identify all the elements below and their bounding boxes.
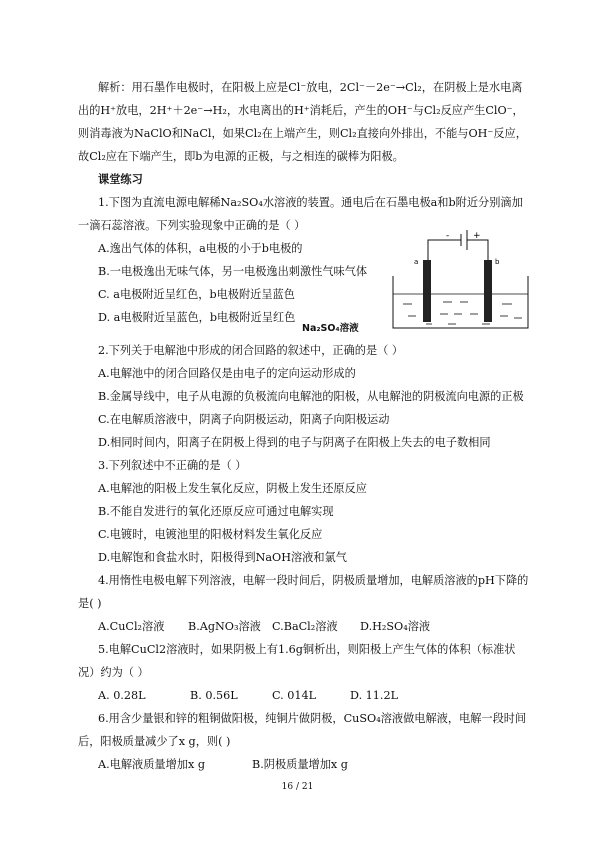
- q6-stem-line-1: 6.用含少量银和锌的粗铜做阳极，纯铜片做阴极，CuSO₄溶液做电解液，电解一段时间: [98, 712, 527, 725]
- battery-plus-sign: +: [473, 231, 481, 241]
- analysis-line-2: 出的H⁺放电，2H⁺＋2e⁻→H₂，水电离出的H⁺消耗后，产生的OH⁻与Cl₂反应产生ClO⁻，: [78, 104, 524, 117]
- q6-option-b: B.阴极质量增加x g: [252, 758, 348, 771]
- solution-dashes: [403, 302, 522, 324]
- electrode-b: [484, 260, 492, 322]
- q3-option-a: A.电解池的阳极上发生氧化反应，阴极上发生还原反应: [98, 482, 367, 495]
- q3-option-c: C.电镀时，电镀池里的阳极材料发生氧化反应: [98, 528, 323, 541]
- q5-stem-line-1: 5.电解CuCl2溶液时，如果阴极上有1.6g铜析出，则阳极上产生气体的体积（标准状: [98, 643, 516, 656]
- wire-right: [467, 240, 488, 260]
- analysis-line-4: 故Cl₂应在下端产生，即b为电源的正极，与之相连的碳棒为阳极。: [78, 150, 404, 163]
- q5-option-c: C. 014L: [272, 689, 317, 702]
- q4-option-c: C.BaCl₂溶液: [272, 620, 338, 633]
- q2-option-b: B.金属导线中，电子从电源的负极流向电解池的阳极，从电解池的阴极流向电源的正极: [98, 390, 524, 403]
- electrolysis-apparatus-diagram: [388, 224, 538, 339]
- q3-option-d: D.电解饱和食盐水时，阳极得到NaOH溶液和氯气: [98, 551, 347, 564]
- q4-stem-line-2: 是( ): [78, 597, 102, 610]
- q2-option-c: C.在电解质溶液中，阴离子向阴极运动，阳离子向阳极运动: [98, 413, 390, 426]
- diagram-caption: Na₂SO₄溶液: [302, 323, 359, 334]
- q1-option-a: A.逸出气体的体积，a电极的小于b电极的: [98, 242, 303, 255]
- q5-option-a: A. 0.28L: [98, 689, 146, 702]
- q6-option-a: A.电解液质量增加x g: [98, 758, 205, 771]
- q2-option-d: D.相同时间内，阳离子在阴极上得到的电子与阴离子在阳极上失去的电子数相同: [98, 436, 491, 449]
- wire-left: [428, 240, 461, 260]
- electrode-a-label: a: [414, 258, 419, 266]
- q2-option-a: A.电解池中的闭合回路仅是由电子的定向运动形成的: [98, 367, 356, 380]
- q5-option-b: B. 0.56L: [190, 689, 238, 702]
- electrode-b-label: b: [495, 258, 500, 266]
- q4-option-a: A.CuCl₂溶液: [98, 620, 165, 633]
- section-title: 课堂练习: [98, 173, 143, 186]
- page-number: 16 / 21: [281, 782, 314, 792]
- q4-option-b: B.AgNO₃溶液: [188, 620, 261, 633]
- q6-stem-line-2: 后，阳极质量减少了x g，则( ): [78, 735, 231, 748]
- q3-stem: 3.下列叙述中不正确的是（ ）: [98, 459, 247, 472]
- q1-stem-line-2: 一滴石蕊溶液。下列实验现象中正确的是（ ）: [78, 219, 306, 232]
- q5-stem-line-2: 况）约为（ ）: [78, 666, 149, 679]
- electrode-a: [423, 260, 431, 322]
- q3-option-b: B.不能自发进行的氧化还原反应可通过电解实现: [98, 505, 334, 518]
- q4-stem-line-1: 4.用惰性电极电解下列溶液，电解一段时间后，阴极质量增加，电解质溶液的pH下降的: [98, 574, 529, 587]
- q2-stem: 2.下列关于电解池中形成的闭合回路的叙述中，正确的是（ ）: [98, 344, 404, 357]
- q5-option-d: D. 11.2L: [350, 689, 399, 702]
- q1-stem-line-1: 1.下图为直流电源电解稀Na₂SO₄水溶液的装置。通电后在石墨电极a和b附近分别滴加: [98, 196, 523, 209]
- q1-option-c: C. a电极附近呈红色，b电极附近呈蓝色: [98, 288, 295, 301]
- analysis-line-3: 则消毒液为NaClO和NaCl，如果Cl₂在上端产生，则Cl₂直接向外排出，不能与OH⁻反应，: [78, 127, 527, 140]
- q4-option-d: D.H₂SO₄溶液: [360, 620, 431, 633]
- q1-option-d: D. a电极附近呈蓝色，b电极附近呈红色: [98, 311, 296, 324]
- q1-option-b: B.一电极逸出无味气体，另一电极逸出刺激性气味气体: [98, 265, 368, 278]
- analysis-line-1: 解析：用石墨作电极时，在阳极上应是Cl⁻放电，2Cl⁻－2e⁻→Cl₂，在阴极上是水电离: [98, 81, 523, 94]
- battery-minus-sign: -: [446, 231, 450, 241]
